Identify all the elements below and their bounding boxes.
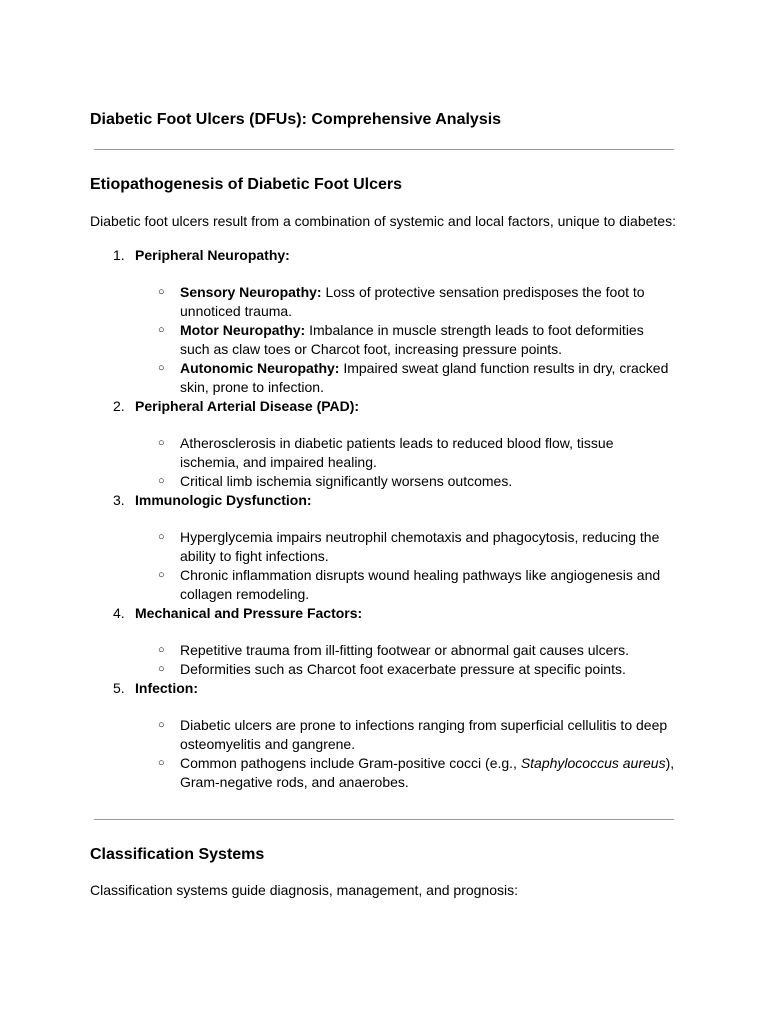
bullet-item	[135, 528, 675, 566]
sub-bullet-list	[135, 716, 690, 792]
bullet-item	[135, 716, 675, 754]
list-item-label: Mechanical and Pressure Factors:	[135, 605, 363, 621]
sub-bullet-list	[135, 528, 690, 604]
bullet-text: Common pathogens include Gram-positive cocci (e.g.,	[180, 755, 521, 771]
bullet-item	[135, 660, 675, 679]
bullet-text: Repetitive trauma from ill-fitting footwear or abnormal gait causes ulcers.	[180, 642, 629, 658]
horizontal-divider	[94, 819, 674, 820]
list-number: 4.	[113, 605, 125, 621]
list-item-label: Immunologic Dysfunction:	[135, 492, 312, 508]
list-item-label: Peripheral Arterial Disease (PAD):	[135, 398, 360, 414]
bullet-lead: Autonomic Neuropathy:	[180, 360, 340, 376]
section-heading-etiopathogenesis: Etiopathogenesis of Diabetic Foot Ulcers	[90, 176, 403, 193]
bullet-text: Chronic inflammation disrupts wound healing pathways like angiogenesis and collagen remodeling.	[180, 567, 661, 602]
list-item	[90, 679, 690, 792]
hollow-circle-bullet-icon: ○	[158, 719, 165, 731]
bullet-text: Hyperglycemia impairs neutrophil chemotaxis and phagocytosis, reducing the ability to fight infections.	[180, 529, 660, 564]
section-heading-classification: Classification Systems	[90, 846, 265, 863]
bullet-text: ), Gram-negative rods, and anaerobes.	[180, 755, 675, 790]
bullet-text: Diabetic ulcers are prone to infections ranging from superficial cellulitis to deep osteomyelitis and gangrene.	[180, 717, 668, 752]
horizontal-divider	[94, 149, 674, 150]
bullet-text: Atherosclerosis in diabetic patients leads to reduced blood flow, tissue ischemia, and impaired healing.	[180, 435, 614, 470]
bullet-item	[135, 321, 675, 359]
list-item-label: Infection:	[135, 680, 198, 696]
hollow-circle-bullet-icon: ○	[158, 663, 165, 675]
list-number: 3.	[113, 492, 125, 508]
bullet-text: Imbalance in muscle strength leads to foot deformities such as claw toes or Charcot foot, increasing pressure points.	[180, 322, 644, 357]
bullet-text: Loss of protective sensation predisposes the foot to unnoticed trauma.	[180, 284, 645, 319]
bullet-item	[135, 359, 675, 397]
bullet-item	[135, 472, 675, 491]
hollow-circle-bullet-icon: ○	[158, 644, 165, 656]
hollow-circle-bullet-icon: ○	[158, 324, 165, 336]
document-title: Diabetic Foot Ulcers (DFUs): Comprehensive Analysis	[90, 111, 502, 128]
hollow-circle-bullet-icon: ○	[158, 569, 165, 581]
etiology-factor-list	[90, 246, 690, 792]
hollow-circle-bullet-icon: ○	[158, 757, 165, 769]
bullet-item	[135, 434, 675, 472]
bullet-item	[135, 641, 675, 660]
bullet-text: Deformities such as Charcot foot exacerbate pressure at specific points.	[180, 661, 626, 677]
bullet-item	[135, 566, 675, 604]
list-number: 5.	[113, 680, 125, 696]
hollow-circle-bullet-icon: ○	[158, 362, 165, 374]
list-item	[90, 246, 690, 397]
list-item	[90, 604, 690, 679]
bullet-text: Critical limb ischemia significantly worsens outcomes.	[180, 473, 513, 489]
bullet-item	[135, 283, 675, 321]
bullet-lead: Motor Neuropathy:	[180, 322, 306, 338]
bullet-text: Impaired sweat gland function results in dry, cracked skin, prone to infection.	[180, 360, 669, 395]
list-number: 2.	[113, 398, 125, 414]
sub-bullet-list	[135, 283, 690, 397]
sub-bullet-list	[135, 641, 690, 679]
sub-bullet-list	[135, 434, 690, 491]
list-item	[90, 397, 690, 491]
section-intro-classification: Classification systems guide diagnosis, management, and prognosis:	[90, 882, 519, 898]
bullet-item	[135, 754, 675, 792]
bullet-lead: Sensory Neuropathy:	[180, 284, 322, 300]
hollow-circle-bullet-icon: ○	[158, 475, 165, 487]
hollow-circle-bullet-icon: ○	[158, 437, 165, 449]
section-intro-etiopathogenesis: Diabetic foot ulcers result from a combination of systemic and local factors, unique to diabetes:	[90, 213, 676, 229]
pathogen-name: Staphylococcus aureus	[520, 755, 666, 771]
hollow-circle-bullet-icon: ○	[158, 286, 165, 298]
list-number: 1.	[113, 247, 125, 263]
list-item-label: Peripheral Neuropathy:	[135, 247, 290, 263]
list-item	[90, 491, 690, 604]
hollow-circle-bullet-icon: ○	[158, 531, 165, 543]
